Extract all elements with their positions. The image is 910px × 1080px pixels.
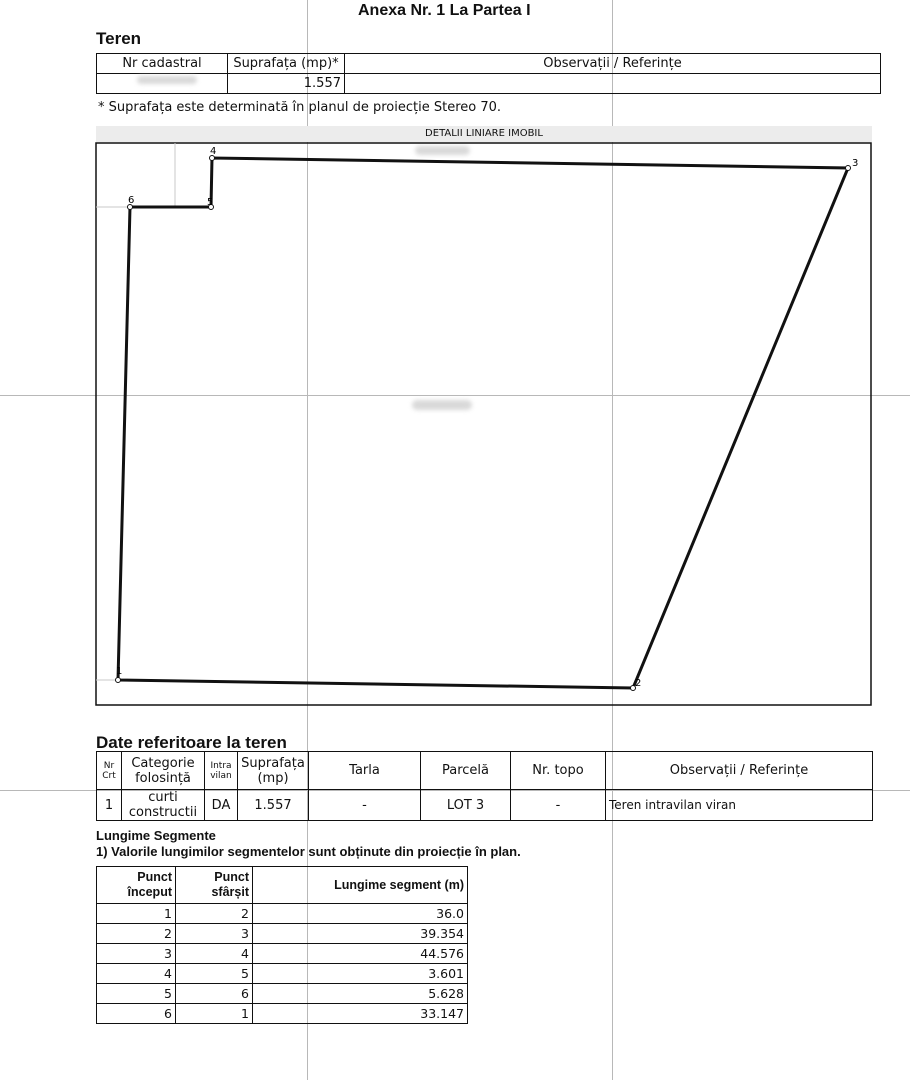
- header-intravilan: Intra vilan: [205, 752, 238, 790]
- row-parcela: LOT 3: [421, 790, 511, 821]
- header-tarla: Tarla: [309, 752, 421, 790]
- table-row: [97, 944, 468, 964]
- lungime-table: [96, 866, 468, 1024]
- header-parcela: Parcelă: [421, 752, 511, 790]
- segment-end: 5: [176, 964, 253, 984]
- vertex-label: 6: [128, 195, 135, 206]
- surface-note: * Suprafața este determinată în planul de proiecție Stereo 70.: [98, 100, 502, 115]
- segment-length: 36.0: [253, 904, 468, 924]
- segment-end: 1: [176, 1004, 253, 1024]
- vertex-label: 1: [116, 666, 123, 677]
- date-heading: Date referitoare la teren: [96, 733, 287, 752]
- table-row: [97, 924, 468, 944]
- suprafata-value: 1.557: [228, 74, 345, 94]
- date-table: [96, 751, 873, 821]
- header-suprafata: Suprafața (mp)*: [228, 54, 345, 74]
- vertex-marker: [116, 678, 121, 683]
- header-observatii: Observații / Referințe: [345, 54, 881, 74]
- row-nr: 1: [97, 790, 122, 821]
- header-punct-inceput: Punct început: [97, 867, 176, 904]
- lungime-heading: Lungime Segmente: [96, 828, 216, 843]
- header-observatii: Observații / Referințe: [606, 752, 873, 790]
- row-nr-topo: -: [511, 790, 606, 821]
- table-row: [97, 964, 468, 984]
- row-intravilan: DA: [205, 790, 238, 821]
- lungime-subheading: 1) Valorile lungimilor segmentelor sunt obținute din proiecție în plan.: [96, 844, 521, 859]
- header-nr-crt: Nr Crt: [97, 752, 122, 790]
- segment-start: 5: [97, 984, 176, 1004]
- vertex-label: 5: [207, 197, 214, 208]
- header-suprafata: Suprafața (mp): [238, 752, 309, 790]
- header-nr-cadastral: Nr cadastral: [97, 54, 228, 74]
- vertex-label: 4: [210, 146, 217, 157]
- segment-start: 6: [97, 1004, 176, 1024]
- parcel-boundary: [118, 158, 848, 688]
- header-categorie: Categorie folosință: [122, 752, 205, 790]
- row-tarla: -: [309, 790, 421, 821]
- segment-end: 6: [176, 984, 253, 1004]
- segment-end: 2: [176, 904, 253, 924]
- teren-heading: Teren: [96, 29, 142, 48]
- segment-length: 39.354: [253, 924, 468, 944]
- segment-start: 1: [97, 904, 176, 924]
- vertex-label: 2: [635, 678, 642, 689]
- table-row: [97, 984, 468, 1004]
- segment-start: 4: [97, 964, 176, 984]
- row-suprafata: 1.557: [238, 790, 309, 821]
- segment-start: 2: [97, 924, 176, 944]
- segment-length: 33.147: [253, 1004, 468, 1024]
- vertex-label: 3: [852, 158, 859, 169]
- table-row: [97, 904, 468, 924]
- table-row: [97, 1004, 468, 1024]
- plan-banner: DETALII LINIARE IMOBIL: [96, 126, 872, 142]
- row-observatii: Teren intravilan viran: [606, 790, 873, 821]
- header-nr-topo: Nr. topo: [511, 752, 606, 790]
- vertex-marker: [846, 166, 851, 171]
- row-categorie: curti constructii: [122, 790, 205, 821]
- segment-length: 3.601: [253, 964, 468, 984]
- segment-start: 3: [97, 944, 176, 964]
- header-lungime: Lungime segment (m): [253, 867, 468, 904]
- page-title: Anexa Nr. 1 La Partea I: [358, 2, 531, 19]
- redacted-mark: [412, 400, 472, 410]
- segment-end: 3: [176, 924, 253, 944]
- segment-length: 5.628: [253, 984, 468, 1004]
- plan-frame: [96, 143, 871, 705]
- segment-length: 44.576: [253, 944, 468, 964]
- segment-end: 4: [176, 944, 253, 964]
- header-punct-sfarsit: Punct sfârșit: [176, 867, 253, 904]
